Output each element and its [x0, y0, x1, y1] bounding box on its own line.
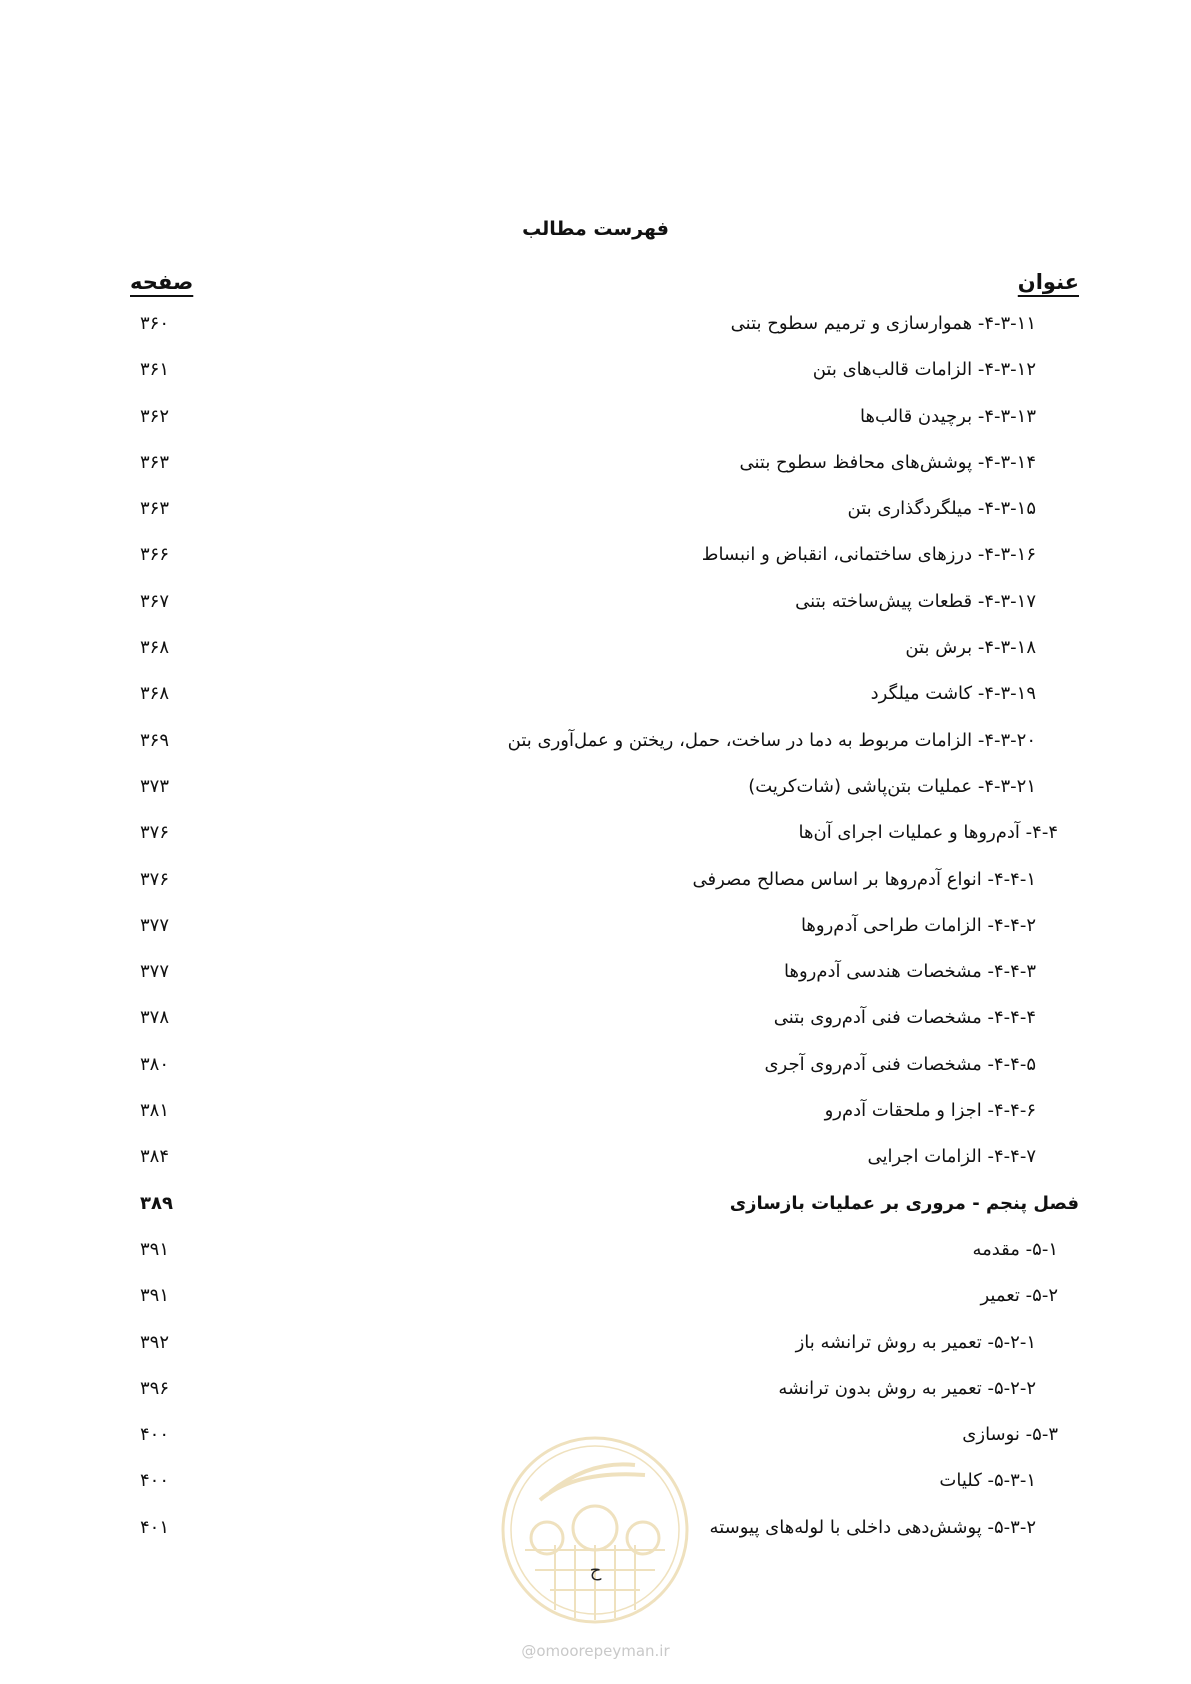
toc-entry-title: ۴-۳-۱۱- هموارسازی و ترمیم سطوح بتنی — [730, 313, 1036, 334]
toc-entry-title: ۴-۳-۲۰- الزامات مربوط به دما در ساخت، حمل، ریختن و عمل‌آوری بتن — [507, 729, 1036, 751]
toc-entry-page: ۳۷۷ — [140, 961, 170, 983]
toc-entry-title: ۴-۳-۱۳- برچیدن قالب‌ها — [859, 405, 1036, 427]
toc-row — [0, 312, 1191, 358]
toc-entry-page: ۳۸۱ — [140, 1100, 170, 1122]
column-header-title: عنوان — [1017, 270, 1079, 294]
toc-entry-page: ۳۶۹ — [140, 729, 170, 751]
toc-entry-title: ۵-۲- تعمیر — [980, 1285, 1058, 1307]
toc-entry-page: ۳۹۲ — [140, 1331, 170, 1353]
toc-row — [0, 1053, 1191, 1099]
column-header-page: صفحه — [130, 270, 194, 294]
toc-row — [0, 497, 1191, 543]
toc-row — [0, 1099, 1191, 1145]
toc-row — [0, 960, 1191, 1006]
toc-row — [0, 1331, 1191, 1377]
toc-entry-page: ۳۹۶ — [140, 1377, 170, 1399]
table-of-contents — [0, 312, 1191, 1562]
toc-entry-page: ۳۶۶ — [140, 544, 170, 566]
toc-entry-title: ۴-۳-۱۷- قطعات پیش‌ساخته بتنی — [795, 590, 1036, 612]
toc-entry-title: ۴-۴-۷- الزامات اجرایی — [867, 1146, 1036, 1168]
watermark-url: @omoorepeyman.ir — [521, 1642, 670, 1660]
toc-entry-page: ۳۶۸ — [140, 637, 170, 659]
toc-entry-page: ۴۰۰ — [140, 1470, 170, 1492]
toc-entry-page: ۳۶۱ — [140, 359, 170, 381]
toc-row — [0, 405, 1191, 451]
toc-entry-page: ۴۰۰ — [140, 1424, 170, 1446]
toc-row — [0, 729, 1191, 775]
toc-row — [0, 543, 1191, 589]
toc-entry-title: ۴-۴-۱- انواع آدم‌روها بر اساس مصالح مصرفی — [692, 868, 1036, 890]
toc-entry-title: ۵-۱- مقدمه — [972, 1238, 1058, 1260]
toc-entry-page: ۳۶۸ — [140, 683, 170, 705]
toc-entry-title: ۴-۴-۶- اجزا و ملحقات آدم‌رو — [824, 1100, 1036, 1122]
toc-entry-title: ۴-۴-۲- الزامات طراحی آدم‌روها — [800, 914, 1036, 936]
watermark-logo — [495, 1430, 695, 1630]
toc-entry-page: ۳۶۰ — [140, 313, 170, 334]
toc-row — [0, 914, 1191, 960]
toc-entry-title: ۵-۲-۲- تعمیر به روش بدون ترانشه — [778, 1377, 1036, 1399]
toc-entry-title: ۴-۳-۱۹- کاشت میلگرد — [870, 683, 1036, 705]
toc-entry-page: ۳۷۷ — [140, 914, 170, 936]
toc-row — [0, 868, 1191, 914]
toc-entry-title: ۴-۳-۱۲- الزامات قالب‌های بتن — [812, 359, 1036, 381]
toc-row — [0, 775, 1191, 821]
toc-entry-title: ۴-۳-۱۸- برش بتن — [905, 637, 1036, 659]
toc-entry-title: ۵-۲-۱- تعمیر به روش ترانشه باز — [795, 1331, 1036, 1353]
toc-entry-title: ۴-۳-۱۶- درزهای ساختمانی، انقباض و انبساط — [701, 544, 1036, 566]
toc-entry-title: ۴-۴- آدم‌روها و عملیات اجرای آن‌ها — [798, 822, 1058, 844]
toc-row — [0, 821, 1191, 867]
toc-entry-page: ۳۷۳ — [140, 775, 170, 797]
toc-row — [0, 636, 1191, 682]
page-number: ح — [589, 1560, 602, 1581]
toc-entry-title: ۴-۴-۴- مشخصات فنی آدم‌روی بتنی — [773, 1007, 1036, 1029]
toc-row — [0, 1006, 1191, 1052]
toc-entry-page: ۳۸۴ — [140, 1146, 170, 1168]
toc-entry-title: ۴-۳-۱۵- میلگردگذاری بتن — [847, 498, 1036, 520]
toc-entry-page: ۳۷۶ — [140, 822, 170, 844]
toc-row — [0, 451, 1191, 497]
toc-entry-title: ۵-۳-۱- کلیات — [939, 1470, 1036, 1492]
toc-row — [0, 1192, 1191, 1238]
toc-row — [0, 1284, 1191, 1330]
toc-row — [0, 590, 1191, 636]
toc-entry-title: ۵-۳-۲- پوشش‌دهی داخلی با لوله‌های پیوسته — [709, 1516, 1036, 1538]
toc-entry-title: ۴-۴-۵- مشخصات فنی آدم‌روی آجری — [764, 1053, 1036, 1075]
toc-entry-page: ۳۶۳ — [140, 451, 170, 473]
toc-row — [0, 1238, 1191, 1284]
toc-entry-page: ۳۶۳ — [140, 498, 170, 520]
toc-row — [0, 1145, 1191, 1191]
page-title: فهرست مطالب — [522, 218, 669, 240]
toc-entry-page: ۳۷۸ — [140, 1007, 170, 1029]
toc-row — [0, 1377, 1191, 1423]
toc-entry-title: ۴-۴-۳- مشخصات هندسی آدم‌روها — [784, 961, 1036, 983]
toc-entry-page: ۳۷۶ — [140, 868, 170, 890]
toc-entry-page: ۳۸۰ — [140, 1053, 170, 1075]
toc-entry-page: ۳۸۹ — [140, 1192, 173, 1214]
toc-entry-title: فصل پنجم - مروری بر عملیات بازسازی — [729, 1192, 1079, 1214]
toc-entry-title: ۵-۳- نوسازی — [962, 1424, 1058, 1446]
toc-entry-page: ۳۹۱ — [140, 1238, 170, 1260]
toc-entry-title: ۴-۳-۱۴- پوشش‌های محافظ سطوح بتنی — [739, 451, 1036, 473]
toc-row — [0, 682, 1191, 728]
toc-entry-page: ۳۶۷ — [140, 590, 170, 612]
toc-entry-page: ۳۶۲ — [140, 405, 170, 427]
toc-entry-page: ۴۰۱ — [140, 1516, 170, 1538]
toc-entry-title: ۴-۳-۲۱- عملیات بتن‌پاشی (شات‌کریت) — [748, 775, 1036, 797]
toc-entry-page: ۳۹۱ — [140, 1285, 170, 1307]
toc-row — [0, 358, 1191, 404]
